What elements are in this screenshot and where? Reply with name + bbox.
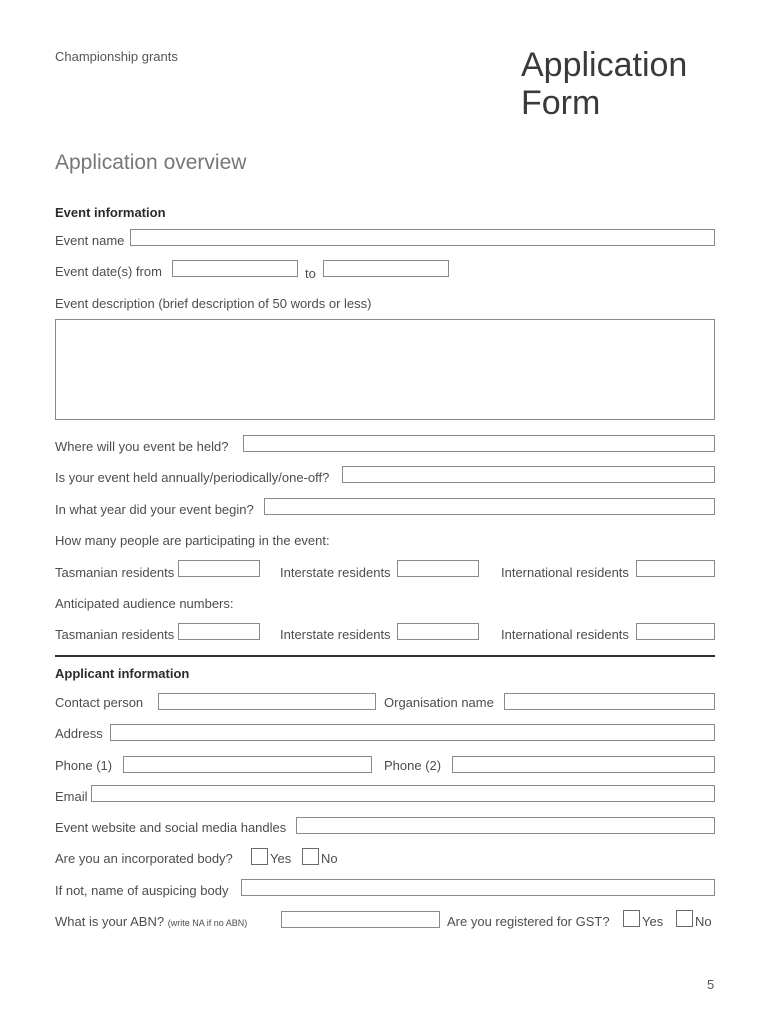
contact-person-label: Contact person (55, 695, 144, 710)
event-info-heading: Event information (55, 205, 166, 220)
event-description-label: Event description (brief description of 50 words or less) (55, 296, 372, 311)
incorporated-question: Are you an incorporated body? (55, 851, 233, 866)
website-label: Event website and social media handles (55, 820, 287, 835)
auspicing-label: If not, name of auspicing body (55, 883, 229, 898)
form-title-line1: Application (521, 46, 688, 84)
frequency-field[interactable] (342, 466, 715, 483)
organisation-name-field[interactable] (504, 693, 715, 710)
abn-field[interactable] (281, 911, 440, 928)
audience-tas-field[interactable] (178, 623, 260, 640)
participants-interstate-field[interactable] (397, 560, 479, 577)
participants-question: How many people are participating in the event: (55, 533, 330, 548)
event-date-to-field[interactable] (323, 260, 449, 277)
event-dates-to-label: to (305, 266, 316, 281)
audience-tas-label: Tasmanian residents (55, 627, 175, 642)
audience-interstate-label: Interstate residents (280, 627, 391, 642)
incorporated-no-checkbox[interactable] (302, 848, 319, 865)
gst-question: Are you registered for GST? (447, 914, 610, 929)
audience-international-field[interactable] (636, 623, 715, 640)
address-label: Address (55, 726, 103, 741)
incorporated-no-label: No (321, 851, 338, 866)
abn-question-text: What is your ABN? (55, 914, 165, 929)
year-began-label: In what year did your event begin? (55, 502, 254, 517)
participants-international-label: International residents (501, 565, 629, 580)
brand-label: Championship grants (55, 49, 178, 64)
section-divider (55, 655, 715, 657)
email-label: Email (55, 789, 88, 804)
participants-interstate-label: Interstate residents (280, 565, 391, 580)
where-held-field[interactable] (243, 435, 715, 452)
audience-international-label: International residents (501, 627, 629, 642)
gst-no-label: No (695, 914, 712, 929)
address-field[interactable] (110, 724, 715, 741)
page-number: 5 (707, 977, 715, 992)
audience-question: Anticipated audience numbers: (55, 596, 234, 611)
organisation-name-label: Organisation name (384, 695, 494, 710)
audience-interstate-field[interactable] (397, 623, 479, 640)
event-dates-from-label: Event date(s) from (55, 264, 162, 279)
participants-tas-label: Tasmanian residents (55, 565, 175, 580)
email-field[interactable] (91, 785, 715, 802)
participants-international-field[interactable] (636, 560, 715, 577)
gst-yes-checkbox[interactable] (623, 910, 640, 927)
auspicing-field[interactable] (241, 879, 715, 896)
abn-note: (write NA if no ABN) (167, 918, 248, 928)
phone2-label: Phone (2) (384, 758, 442, 773)
applicant-info-heading: Applicant information (55, 666, 190, 681)
incorporated-yes-checkbox[interactable] (251, 848, 268, 865)
phone1-field[interactable] (123, 756, 372, 773)
year-began-field[interactable] (264, 498, 715, 515)
where-held-label: Where will you event be held? (55, 439, 229, 454)
contact-person-field[interactable] (158, 693, 376, 710)
event-name-label: Event name (55, 233, 125, 248)
form-title-line2: Form (521, 84, 601, 122)
participants-tas-field[interactable] (178, 560, 260, 577)
phone1-label: Phone (1) (55, 758, 113, 773)
frequency-label: Is your event held annually/periodically/one-off? (55, 470, 330, 485)
event-description-field[interactable] (55, 319, 715, 420)
abn-question (55, 914, 247, 931)
event-name-field[interactable] (130, 229, 715, 246)
website-field[interactable] (296, 817, 715, 834)
gst-yes-label: Yes (642, 914, 664, 929)
gst-no-checkbox[interactable] (676, 910, 693, 927)
phone2-field[interactable] (452, 756, 715, 773)
incorporated-yes-label: Yes (270, 851, 292, 866)
overview-heading: Application overview (55, 151, 247, 174)
event-date-from-field[interactable] (172, 260, 298, 277)
